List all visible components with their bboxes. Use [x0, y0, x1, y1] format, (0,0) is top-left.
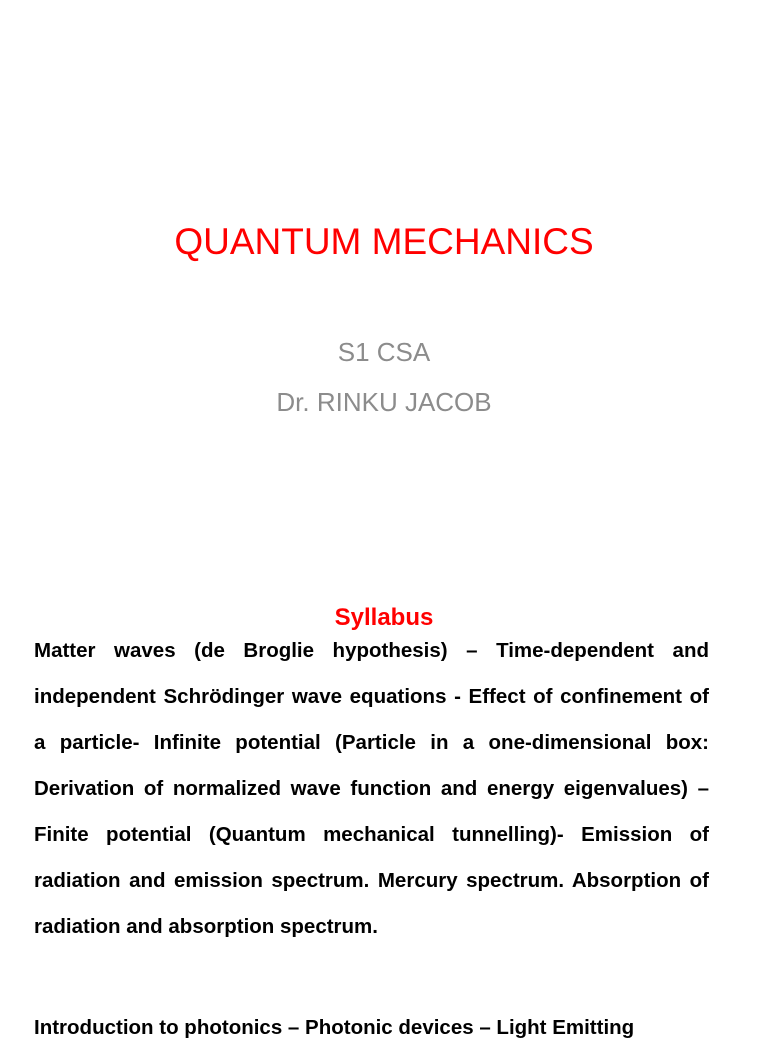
author-name: Dr. RINKU JACOB [276, 387, 492, 417]
course-code: S1 CSA [337, 337, 431, 367]
slide-title: QUANTUM MECHANICS [174, 221, 594, 262]
syllabus-paragraph-continued: Introduction to photonics – Photonic devices – Light Emitting [34, 1016, 635, 1039]
syllabus-paragraph: Matter waves (de Broglie hypothesis) – Time-dependent and independent Schrödinger wave equations - Effect of confinement of a particle- Infinite potential (Particle in a one-dimensional box: Derivation of normalized wave function and energy eigenvalues) – Finite potential (Quantum mechanical tunnelling)- Emission of radiation and emission spectrum. Mercury spectrum. Absorption of radiation and absorption spectrum. [34, 639, 709, 938]
syllabus-heading: Syllabus [334, 604, 434, 631]
